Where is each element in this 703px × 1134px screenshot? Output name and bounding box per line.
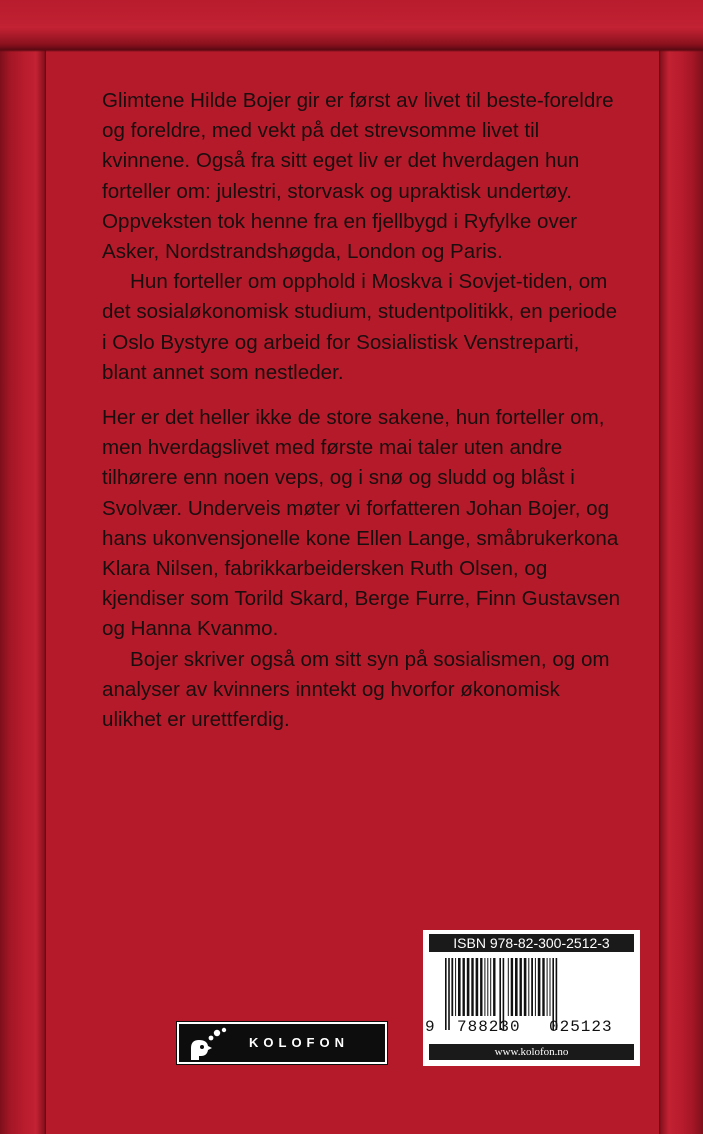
barcode-bar [448,958,450,1030]
barcode-bar [524,958,527,1016]
barcode-bar [490,958,491,1016]
barcode-bar [458,958,461,1016]
publisher-name: KOLOFON [249,1035,349,1050]
barcode-bar [511,958,513,1016]
blurb-paragraph: Hun forteller om opphold i Moskva i Sovjet-tiden, om det sosialøkonomisk studium, studentpolitikk, en periode i Oslo Bystyre og arbeid for Sosialistisk Venstreparti, blant annet som nestleder. [102,270,618,384]
blurb-text [102,86,622,735]
barcode-bar [531,958,533,1016]
barcode-bar [480,958,482,1016]
barcode-bar [451,958,453,1016]
barcode-bar [535,958,536,1016]
barcode-bar [515,958,518,1016]
blurb-paragraph: Her er det heller ikke de store sakene, hun forteller om, men hverdagslivet med første mai taler uten andre tilhørere enn noen veps, og i snø og sludd og blåst i Svolvær. Underveis møter vi forfatteren Johan Bojer, og hans ukonvensjonelle kone Ellen Lange, småbrukerkona Klara Nilsen, fabrikkarbeidersken Ruth Olsen, og kjendiser som Torild Skard, Berge Furre, Finn Gustavsen og Hanna Kvanmo. [102,406,621,641]
barcode-bar [445,958,447,1030]
barcode-digits-left: 788230 [457,1018,521,1036]
publisher-logo [177,1022,387,1064]
barcode-bar [493,958,495,1016]
barcode-bar [463,958,465,1016]
cover-edge-top [0,0,703,52]
barcode-bar [538,958,541,1016]
barcode-bar [520,958,522,1016]
barcode-bar [508,958,509,1016]
blurb-paragraph: Bojer skriver også om sitt syn på sosialismen, og om analyser av kvinners inntekt og hvorfor økonomisk ulikhet er urettferdig. [102,647,610,732]
cover-edge-left [0,0,46,1134]
barcode-bar [542,958,544,1016]
barcode-bar [467,958,470,1016]
barcode-bar [528,958,529,1016]
barcode-digits-right: 025123 [549,1018,613,1036]
barcode-digit-prefix: 9 [425,1018,435,1036]
blurb-paragraph: Glimtene Hilde Bojer gir er først av livet til beste-foreldre og foreldre, med vekt på det strevsomme livet til kvinnene. Også fra sitt eget liv er det hverdagen hun forteller om: julestri, storvask og upraktisk undertøy. Oppveksten tok henne fra en fjellbygd i Ryfylke over Asker, Nordstrandshøgda, London og Paris. [102,89,614,264]
barcode-bar [550,958,551,1016]
barcode-bar [484,958,485,1016]
barcode-bar [476,958,479,1016]
cover-edge-right [659,0,703,1134]
publisher-website: www.kolofon.no [429,1044,634,1060]
kolofon-mark-icon [187,1026,231,1062]
barcode-bar [455,958,456,1016]
barcode-bar [471,958,473,1016]
barcode-bar [487,958,488,1016]
barcode-bar [547,958,548,1016]
isbn-label: ISBN 978-82-300-2512-3 [429,934,634,952]
isbn-barcode-block [423,930,640,1066]
